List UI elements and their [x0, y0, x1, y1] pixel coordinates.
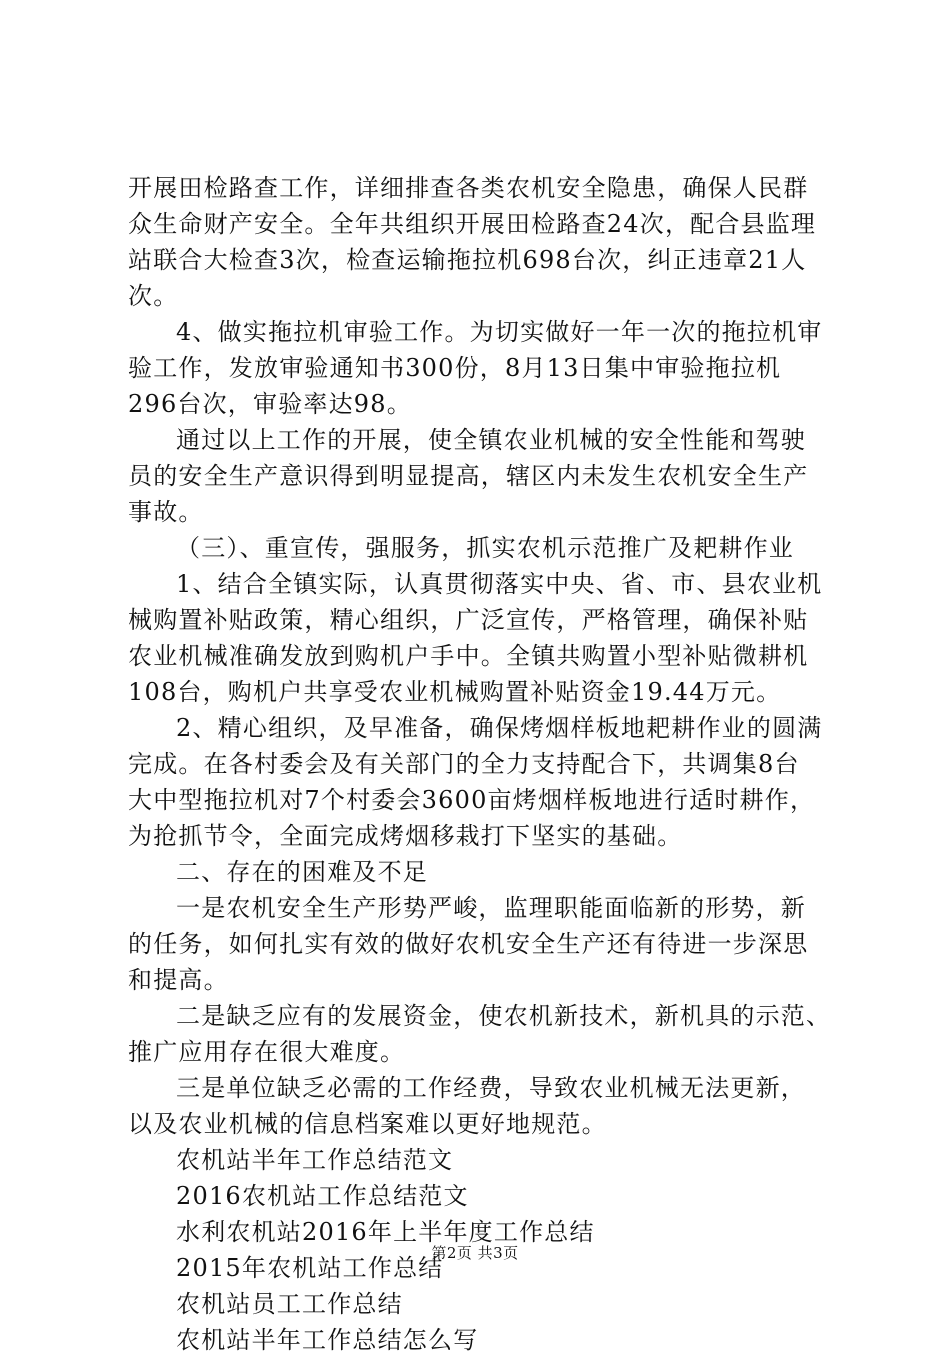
text-line: 大中型拖拉机对7个村委会3600亩烤烟样板地进行适时耕作，	[128, 786, 816, 814]
text-line: 水利农机站2016年上半年度工作总结	[176, 1218, 595, 1246]
text-line: 2016农机站工作总结范文	[176, 1182, 469, 1210]
text-line: 1、结合全镇实际，认真贯彻落实中央、省、市、县农业机	[176, 570, 823, 598]
text-line: 事故。	[128, 498, 204, 526]
text-line: 械购置补贴政策，精心组织，广泛宣传，严格管理，确保补贴	[128, 606, 809, 634]
text-line: 2015年农机站工作总结	[176, 1254, 444, 1282]
text-line: 众生命财产安全。全年共组织开展田检路查24次，配合县监理	[128, 210, 817, 238]
text-line: 一是农机安全生产形势严峻，监理职能面临新的形势，新	[176, 894, 806, 922]
text-line: 和提高。	[128, 966, 229, 994]
text-line: 农机站半年工作总结怎么写	[176, 1326, 479, 1354]
document-body	[128, 170, 832, 1358]
text-line: （三）、重宣传，强服务，抓实农机示范推广及耙耕作业	[176, 534, 794, 562]
text-line: 农机站半年工作总结范文	[176, 1146, 454, 1174]
text-line: 推广应用存在很大难度。	[128, 1038, 406, 1066]
text-line: 2、精心组织，及早准备，确保烤烟样板地耙耕作业的圆满	[176, 714, 823, 742]
text-line: 二是缺乏应有的发展资金，使农机新技术，新机具的示范、	[176, 1002, 832, 1030]
text-line: 完成。在各村委会及有关部门的全力支持配合下，共调集8台	[128, 750, 800, 778]
text-line: 农业机械准确发放到购机户手中。全镇共购置小型补贴微耕机	[128, 642, 809, 670]
text-line: 员的安全生产意识得到明显提高，辖区内未发生农机安全生产	[128, 462, 809, 490]
text-line: 108台，购机户共享受农业机械购置补贴资金19.44万元。	[128, 678, 782, 706]
text-line: 次。	[128, 282, 179, 310]
text-line: 通过以上工作的开展，使全镇农业机械的安全性能和驾驶	[176, 426, 806, 454]
text-line: 以及农业机械的信息档案难以更好地规范。	[128, 1110, 607, 1138]
text-line: 站联合大检查3次，检查运输拖拉机698台次，纠正违章21人	[128, 246, 807, 274]
text-line: 开展田检路查工作，详细排查各类农机安全隐患，确保人民群	[128, 174, 809, 202]
text-line: 的任务，如何扎实有效的做好农机安全生产还有待进一步深思	[128, 930, 809, 958]
page-footer: 第2页 共3页	[431, 1244, 519, 1262]
text-line: 296台次，审验率达98。	[128, 390, 412, 418]
text-line: 三是单位缺乏必需的工作经费，导致农业机械无法更新，	[176, 1074, 806, 1102]
text-line: 为抢抓节令，全面完成烤烟移栽打下坚实的基础。	[128, 822, 683, 850]
text-line: 农机站员工工作总结	[176, 1290, 403, 1318]
text-line: 二、存在的困难及不足	[176, 858, 428, 886]
text-line: 4、做实拖拉机审验工作。为切实做好一年一次的拖拉机审	[176, 318, 823, 346]
text-line: 验工作，发放审验通知书300份，8月13日集中审验拖拉机	[128, 354, 782, 382]
